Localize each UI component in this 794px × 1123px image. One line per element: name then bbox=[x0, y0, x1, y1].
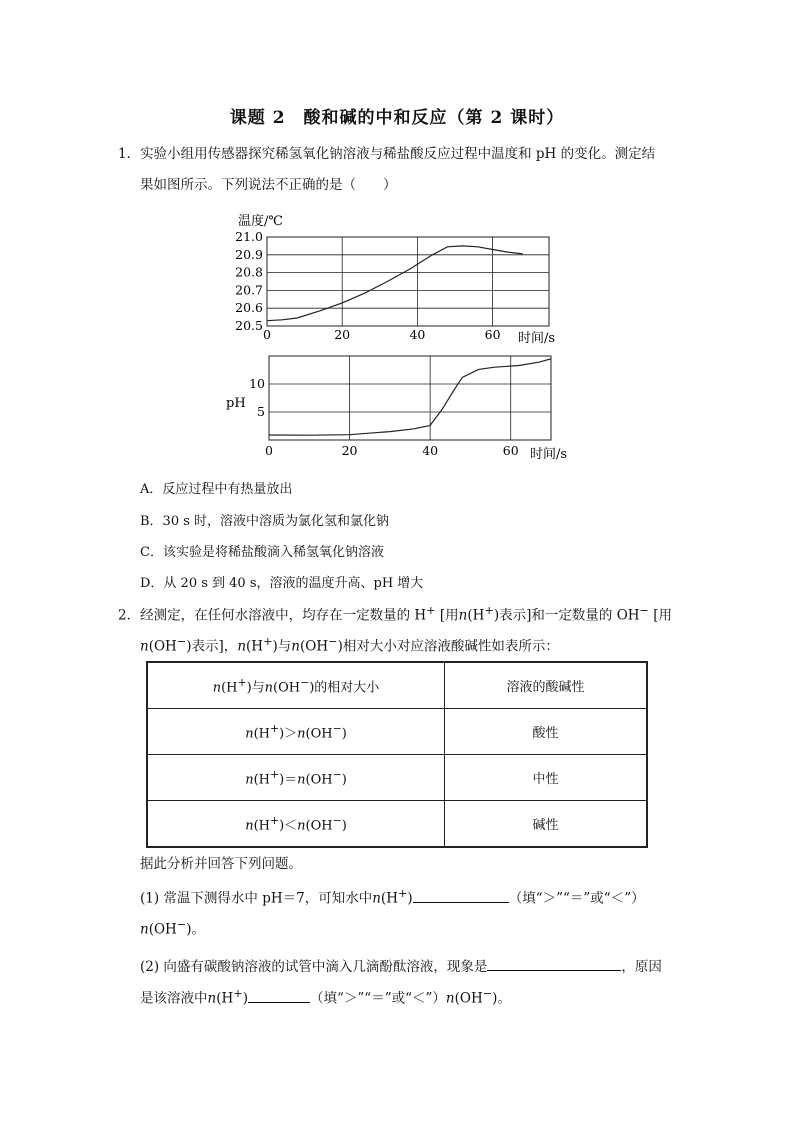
temperature-curve bbox=[267, 246, 523, 321]
sup-minus: − bbox=[332, 721, 342, 735]
q2-stem-a: 经测定，在任何水溶液中，均存在一定数量的 H bbox=[140, 607, 427, 624]
sup-minus: − bbox=[176, 918, 187, 931]
n-symbol: n bbox=[291, 638, 300, 655]
q2-sub2-end: )。 bbox=[492, 990, 511, 1007]
y-tick-label: 20.7 bbox=[235, 282, 263, 298]
q2-sub1-answer-blank[interactable] bbox=[413, 888, 509, 903]
n-symbol: n bbox=[207, 990, 217, 1007]
h-symbol: H bbox=[258, 726, 270, 742]
q2-sub1-end: )。 bbox=[186, 921, 206, 938]
n-symbol: n bbox=[297, 772, 306, 788]
n-symbol: n bbox=[245, 772, 254, 788]
table-header-row bbox=[147, 662, 647, 709]
sup-plus: + bbox=[426, 604, 436, 617]
temperature-y-axis-label: 温度/℃ bbox=[238, 214, 283, 229]
acid-base-table bbox=[146, 661, 648, 848]
table-header-nature: 溶液的酸碱性 bbox=[445, 662, 648, 709]
q2-sub2-phenomenon-blank[interactable] bbox=[487, 956, 621, 971]
q1-stem-text: 实验小组用传感器探究稀氢氧化钠溶液与稀盐酸反应过程中温度和 pH 的变化。测定结 bbox=[140, 146, 656, 162]
x-tick-label: 60 bbox=[484, 327, 501, 342]
q2-number: 2． bbox=[118, 607, 141, 624]
q2-sub2-line2: 是该溶液中n(H+) （填“＞”“＝”或“＜”）n(OH−)。 bbox=[140, 987, 511, 1007]
table-cell-relation: n(H+)＝n(OH−) bbox=[147, 755, 445, 801]
sup-minus: − bbox=[176, 635, 187, 648]
y-tick-label: 20.5 bbox=[235, 318, 263, 333]
sup-minus: − bbox=[482, 987, 493, 1000]
q2-stem-line1: 2．经测定，在任何水溶液中，均存在一定数量的 H+ [用n(H+)表示]和一定数量的 OH− [用 bbox=[118, 604, 673, 624]
y-tick-label: 21.0 bbox=[235, 229, 263, 244]
sup-plus: + bbox=[270, 721, 280, 735]
n-symbol: n bbox=[237, 638, 247, 655]
y-tick-label: 20.6 bbox=[235, 300, 263, 316]
header-end: )的相对大小 bbox=[309, 680, 380, 696]
header-mid: )与 bbox=[246, 680, 265, 696]
relation-operator: ＜ bbox=[284, 818, 298, 834]
page-title: 课题 2 酸和碱的中和反应（第 2 课时） bbox=[229, 108, 565, 128]
q2-sub1-text: (1) 常温下测得水中 pH＝7，可知水中 bbox=[140, 890, 373, 907]
table-cell-nature: 碱性 bbox=[445, 801, 648, 848]
y-tick-label: 10 bbox=[249, 376, 265, 391]
table-cell-nature: 酸性 bbox=[445, 709, 648, 755]
q2-sub2-text-b: ，原因 bbox=[621, 959, 662, 975]
q2-analysis: 据此分析并回答下列问题。 bbox=[140, 856, 302, 872]
q2-sub1-line1: (1) 常温下测得水中 pH＝7，可知水中n(H+) （填“＞”“＝”或“＜”） bbox=[140, 887, 645, 907]
relation-operator: ＞ bbox=[284, 726, 298, 742]
x-tick-label: 20 bbox=[334, 327, 351, 342]
oh-symbol: OH bbox=[153, 921, 177, 938]
sup-minus: − bbox=[639, 604, 649, 617]
oh-symbol: OH bbox=[310, 772, 333, 788]
q2-stem-f: )与 bbox=[272, 638, 292, 655]
sup-plus: + bbox=[233, 987, 243, 1000]
oh-symbol: OH bbox=[459, 990, 483, 1007]
x-tick-label: 0 bbox=[265, 443, 273, 458]
q1-option-c[interactable]: C．该实验是将稀盐酸滴入稀氢氧化钠溶液 bbox=[140, 545, 384, 560]
sup-minus: − bbox=[328, 635, 338, 648]
q2-sub1-line2: n(OH−)。 bbox=[140, 918, 206, 938]
plot-frame bbox=[269, 356, 551, 440]
oh-symbol: OH bbox=[310, 818, 333, 834]
sup-minus: − bbox=[332, 767, 342, 781]
ph-chart bbox=[220, 348, 580, 468]
q2-sub2-text-c: 是该溶液中 bbox=[140, 990, 208, 1007]
sup-minus: − bbox=[300, 675, 310, 689]
q2-stem-e: )表示]， bbox=[186, 638, 238, 655]
n-symbol: n bbox=[140, 921, 149, 938]
n-symbol: n bbox=[264, 680, 274, 696]
q1-option-b[interactable]: B．30 s 时，溶液中溶质为氯化氢和氯化钠 bbox=[140, 514, 390, 529]
temperature-x-axis-label: 时间/s bbox=[518, 331, 556, 345]
x-tick-label: 20 bbox=[341, 443, 358, 458]
ph-curve bbox=[269, 359, 551, 435]
x-tick-label: 40 bbox=[409, 327, 426, 342]
q2-sub2-hint: （填“＞”“＝”或“＜”） bbox=[309, 990, 446, 1007]
q2-sub2-line1 bbox=[140, 956, 662, 977]
oh-symbol: OH bbox=[278, 680, 301, 696]
q1-option-a[interactable]: A．反应过程中有热量放出 bbox=[140, 482, 293, 497]
q2-sub2-text: (2) 向盛有碳酸钠溶液的试管中滴入几滴酚酞溶液，现象是 bbox=[140, 959, 488, 975]
n-symbol: n bbox=[245, 818, 254, 834]
q2-stem-b: [用 bbox=[435, 607, 459, 624]
q1-stem-line1 bbox=[118, 144, 655, 164]
q1-number: 1． bbox=[118, 146, 141, 162]
h-symbol: H bbox=[251, 638, 264, 655]
table-cell-relation: n(H+)＞n(OH−) bbox=[147, 709, 445, 755]
q2-sub1-hint: （填“＞”“＝”或“＜”） bbox=[508, 890, 645, 907]
relation-operator: ＝ bbox=[284, 772, 298, 788]
q1-option-d[interactable]: D．从 20 s 到 40 s，溶液的温度升高、pH 增大 bbox=[140, 576, 424, 591]
table-row bbox=[147, 709, 647, 755]
table-cell-nature: 中性 bbox=[445, 755, 648, 801]
y-tick-label: 20.8 bbox=[235, 264, 263, 280]
n-symbol: n bbox=[297, 726, 306, 742]
sup-plus: + bbox=[397, 887, 408, 900]
sup-plus: + bbox=[270, 813, 280, 827]
n-symbol: n bbox=[372, 890, 381, 907]
sup-plus: + bbox=[270, 767, 280, 781]
h-symbol: H bbox=[258, 772, 270, 788]
plot-frame bbox=[267, 237, 549, 326]
n-symbol: n bbox=[212, 680, 222, 696]
ph-y-axis-label: pH bbox=[226, 396, 246, 411]
q2-sub2-answer-blank[interactable] bbox=[248, 988, 310, 1003]
ph-x-axis-label: 时间/s bbox=[530, 447, 568, 462]
table-row bbox=[147, 801, 647, 848]
table-header-relation: n(H+)与n(OH−)的相对大小 bbox=[147, 662, 445, 709]
q1-stem-line2: 果如图所示。下列说法不正确的是（ ） bbox=[140, 177, 397, 193]
q2-stem-line2: n(OH−)表示]，n(H+)与n(OH−)相对大小对应溶液酸碱性如表所示： bbox=[140, 635, 559, 655]
h-symbol: H bbox=[386, 890, 398, 907]
h-symbol: H bbox=[221, 990, 234, 1007]
n-symbol: n bbox=[245, 726, 254, 742]
sup-minus: − bbox=[332, 813, 342, 827]
x-tick-label: 0 bbox=[263, 327, 271, 342]
oh-symbol: OH bbox=[310, 726, 333, 742]
n-symbol: n bbox=[297, 818, 306, 834]
sup-plus: + bbox=[484, 604, 494, 617]
sup-plus: + bbox=[263, 635, 273, 648]
q2-stem-g: )相对大小对应溶液酸碱性如表所示： bbox=[337, 638, 559, 655]
q2-stem-d: [用 bbox=[648, 607, 673, 624]
oh-symbol: OH bbox=[153, 638, 177, 655]
x-tick-label: 60 bbox=[502, 443, 519, 458]
temperature-chart bbox=[220, 205, 570, 345]
x-tick-label: 40 bbox=[422, 443, 439, 458]
n-symbol: n bbox=[458, 607, 468, 624]
sup-plus: + bbox=[237, 675, 247, 689]
y-tick-label: 5 bbox=[257, 404, 265, 419]
h-symbol: H bbox=[258, 818, 270, 834]
table-cell-relation: n(H+)＜n(OH−) bbox=[147, 801, 445, 848]
h-symbol: H bbox=[226, 680, 238, 696]
q2-stem-c: )表示]和一定数量的 OH bbox=[493, 607, 640, 624]
table-row bbox=[147, 755, 647, 801]
y-tick-label: 20.9 bbox=[235, 246, 263, 262]
n-symbol: n bbox=[445, 990, 455, 1007]
n-symbol: n bbox=[140, 638, 149, 655]
oh-symbol: OH bbox=[305, 638, 329, 655]
h-symbol: H bbox=[472, 607, 485, 624]
